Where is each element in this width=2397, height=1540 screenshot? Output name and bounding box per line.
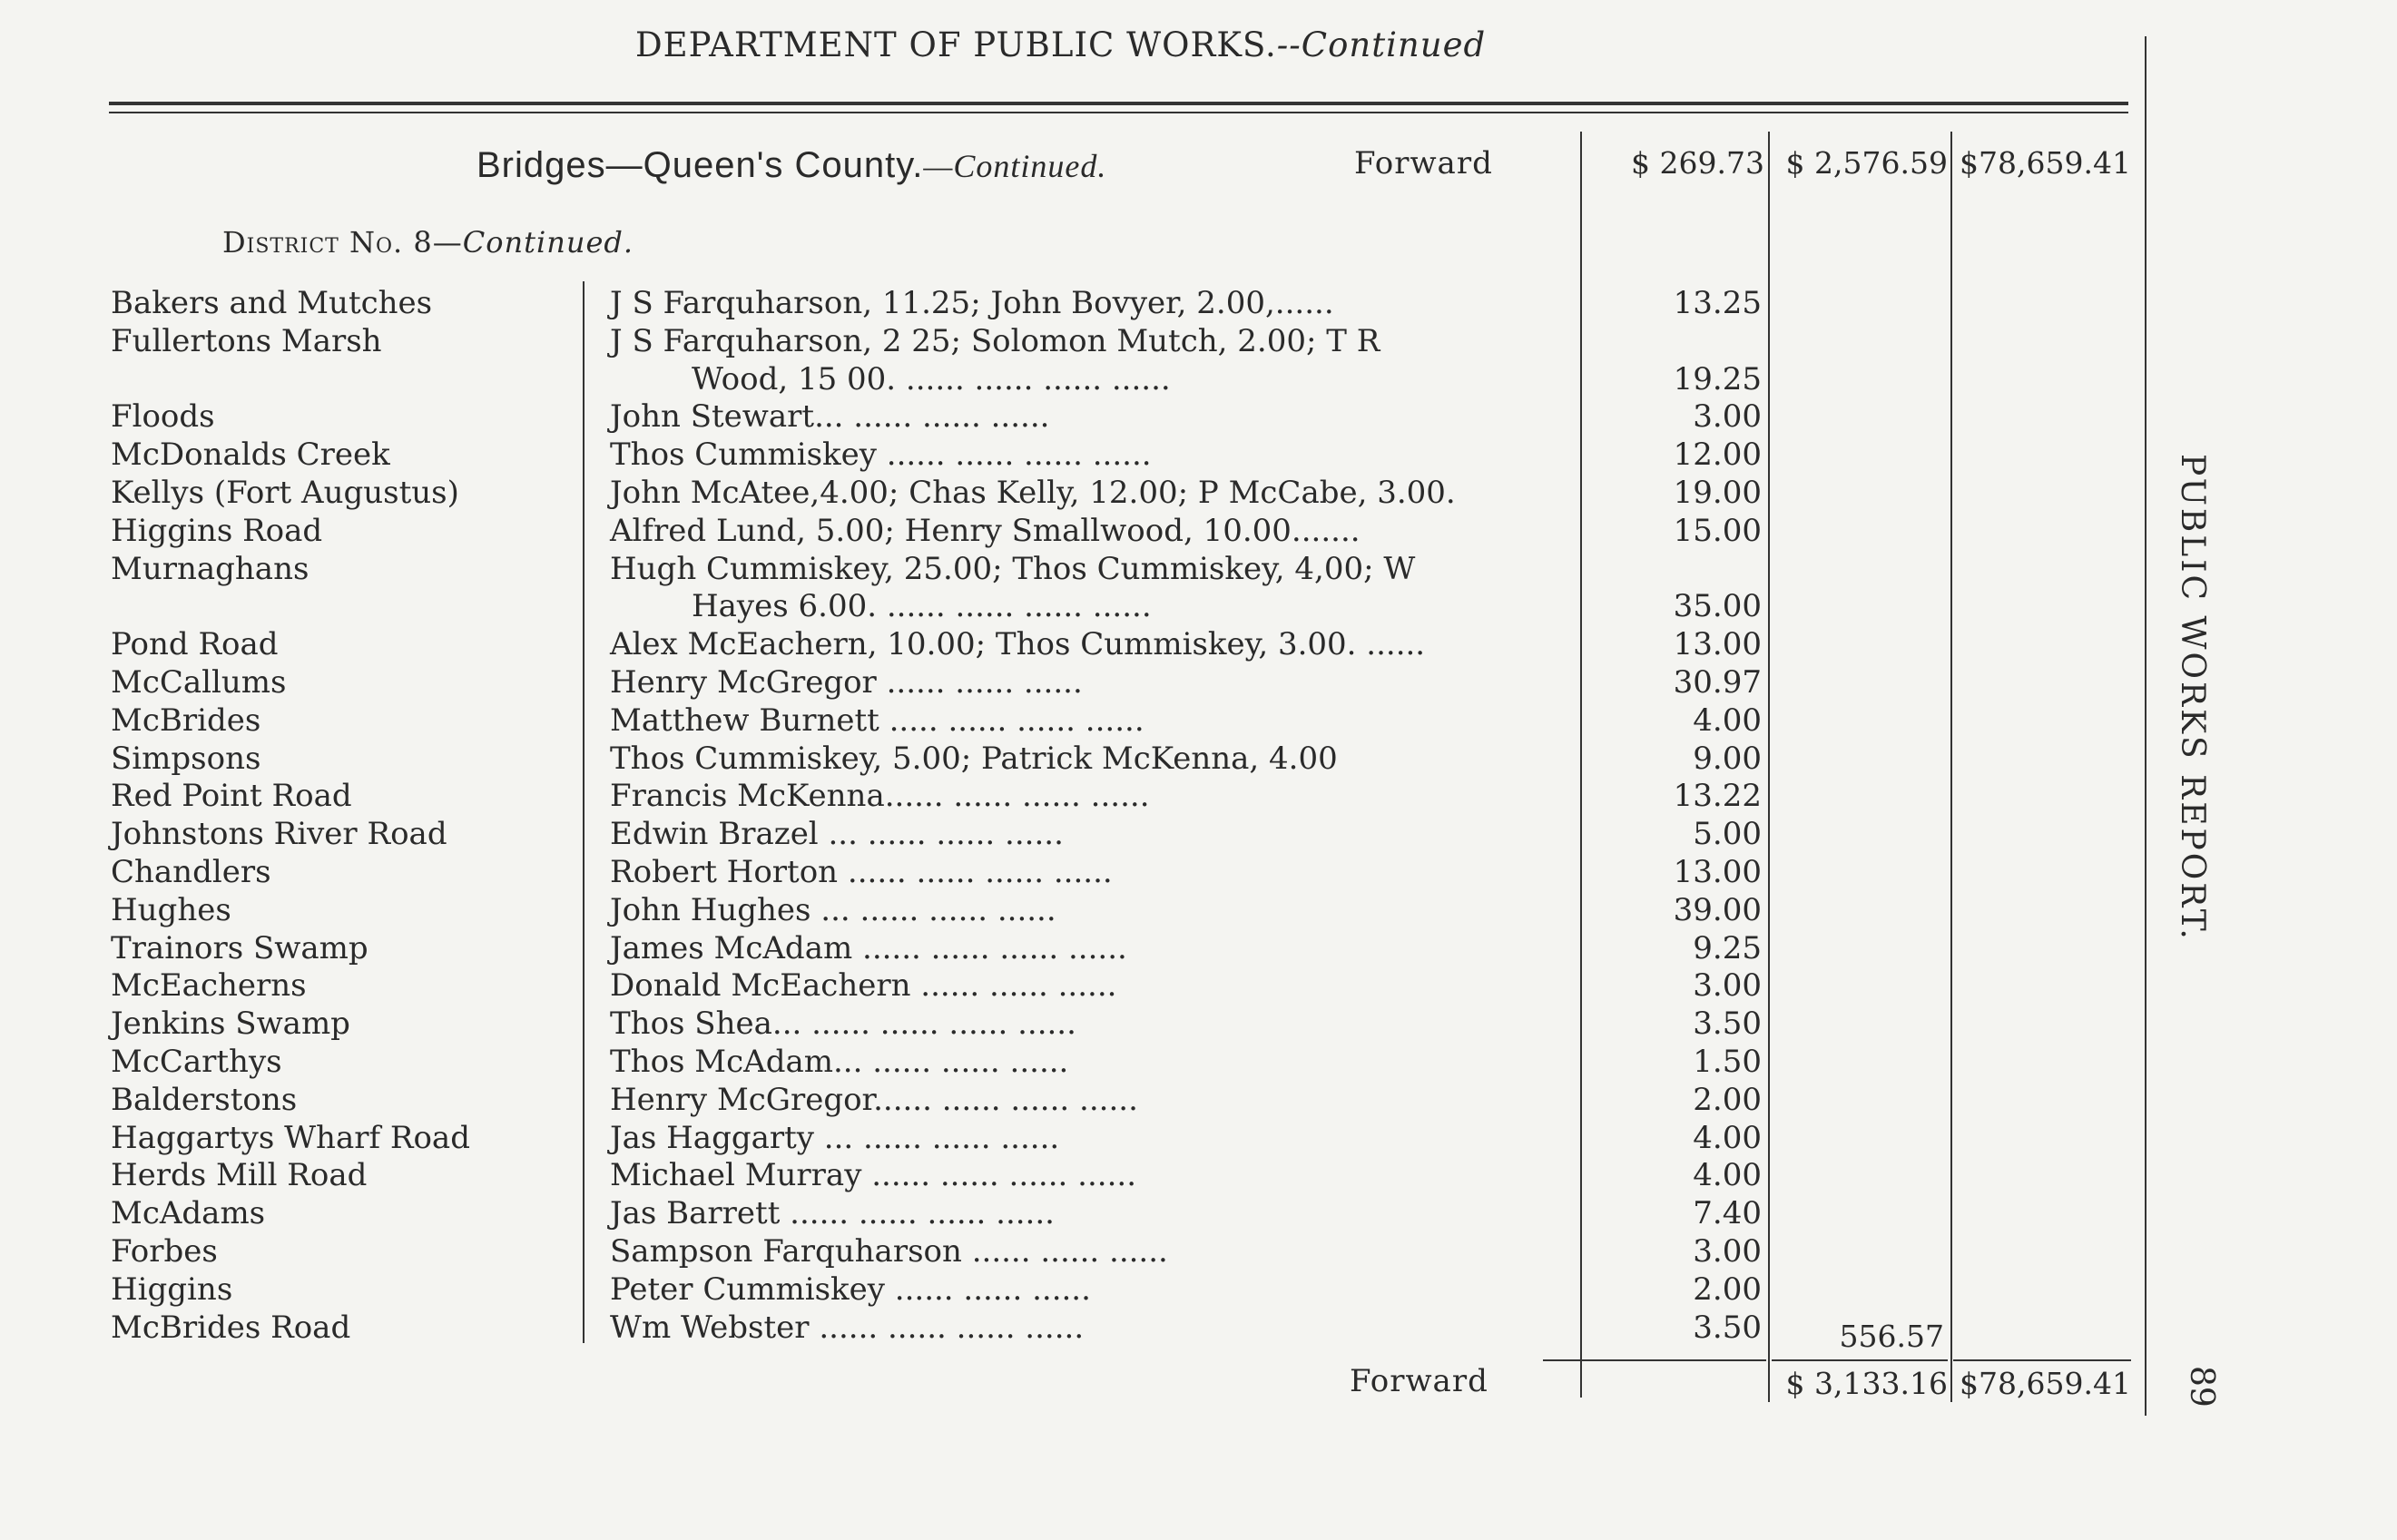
table-row bbox=[0, 322, 2397, 397]
location-cell: Trainors Swamp bbox=[111, 929, 368, 966]
table-row bbox=[0, 436, 2397, 475]
forward-label-bottom: Forward bbox=[1350, 1363, 1488, 1399]
location-cell: Fullertons Marsh bbox=[111, 322, 382, 359]
payee-cell: Francis McKenna...... ...... ...... ...... bbox=[610, 778, 1150, 815]
page-title-suffix: --Continued bbox=[1276, 25, 1487, 64]
table-row bbox=[0, 1120, 2397, 1158]
page-number: 89 bbox=[2183, 1366, 2220, 1408]
location-cell: Pond Road bbox=[111, 626, 279, 663]
table-row bbox=[0, 550, 2397, 625]
forward-amount-col2: $ 2,576.59 bbox=[1785, 145, 1948, 181]
forward-amount-col3: $78,659.41 bbox=[1960, 145, 2131, 181]
table-row bbox=[0, 513, 2397, 551]
total-rule-col1 bbox=[1543, 1359, 1766, 1361]
table-row bbox=[0, 816, 2397, 854]
amount-cell: 2.00 bbox=[1693, 1081, 1762, 1118]
payee-cell: Thos Cummiskey, 5.00; Patrick McKenna, 4.00 bbox=[610, 740, 1338, 777]
location-cell: Johnstons River Road bbox=[111, 816, 447, 853]
payee-cell: John Hughes ... ...... ...... ...... bbox=[610, 891, 1056, 928]
amount-cell: 30.97 bbox=[1673, 664, 1762, 701]
payee-cell: Peter Cummiskey ...... ...... ...... bbox=[610, 1270, 1091, 1308]
location-cell: Forbes bbox=[111, 1233, 218, 1270]
table-row bbox=[0, 778, 2397, 816]
location-cell: Hughes bbox=[111, 891, 231, 928]
location-cell: Simpsons bbox=[111, 740, 261, 777]
amount-cell: 4.00 bbox=[1693, 1119, 1762, 1156]
location-cell: McCallums bbox=[111, 664, 287, 701]
location-cell: Floods bbox=[111, 398, 215, 436]
payee-continuation-cell: Hayes 6.00. ...... ...... ...... ...... bbox=[692, 588, 1152, 625]
table-row bbox=[0, 1271, 2397, 1309]
payee-cell: Thos McAdam... ...... ...... ...... bbox=[610, 1044, 1069, 1080]
amount-cell: 39.00 bbox=[1673, 891, 1762, 928]
payee-cell: Donald McEachern ...... ...... ...... bbox=[610, 967, 1117, 1005]
page-title-text: DEPARTMENT OF PUBLIC WORKS. bbox=[635, 25, 1277, 64]
payee-cell: J S Farquharson, 11.25; John Bovyer, 2.00,...... bbox=[610, 285, 1334, 321]
district-label-text: District No. 8— bbox=[222, 225, 463, 260]
location-cell: Chandlers bbox=[111, 854, 271, 890]
payee-cell: Thos Shea... ...... ...... ...... ...... bbox=[610, 1005, 1076, 1043]
amount-cell: 4.00 bbox=[1693, 1157, 1762, 1194]
amount-cell: 3.50 bbox=[1693, 1309, 1762, 1346]
location-cell: Bakers and Mutches bbox=[111, 285, 433, 321]
payee-cell: Matthew Burnett ..... ...... ...... ...... bbox=[610, 701, 1144, 739]
amount-cell: 13.25 bbox=[1673, 285, 1762, 321]
amount-cell: 35.00 bbox=[1673, 588, 1762, 625]
subtotal-amount: 556.57 bbox=[1839, 1319, 1944, 1354]
total-rule-col3 bbox=[1953, 1359, 2131, 1361]
payee-cell: John McAtee,4.00; Chas Kelly, 12.00; P McCabe, 3.00. bbox=[610, 475, 1456, 511]
section-title-text: Bridges—Queen's County. bbox=[476, 145, 924, 185]
payee-cell: Edwin Brazel ... ...... ...... ...... bbox=[610, 816, 1064, 853]
location-cell: Jenkins Swamp bbox=[111, 1005, 350, 1043]
section-title-suffix: —Continued. bbox=[923, 148, 1107, 184]
payee-cell: Jas Haggarty ... ...... ...... ...... bbox=[610, 1119, 1060, 1156]
amount-cell: 12.00 bbox=[1673, 436, 1762, 474]
location-cell: Kellys (Fort Augustus) bbox=[111, 475, 459, 511]
table-row bbox=[0, 892, 2397, 930]
amount-cell: 19.25 bbox=[1673, 360, 1762, 397]
location-cell: McBrides bbox=[111, 701, 261, 739]
payee-cell: Sampson Farquharson ...... ...... ...... bbox=[610, 1233, 1168, 1270]
payee-cell: Henry McGregor ...... ...... ...... bbox=[610, 664, 1083, 701]
table-row bbox=[0, 664, 2397, 702]
payee-cell: Michael Murray ...... ...... ...... ...... bbox=[610, 1157, 1137, 1194]
table-row bbox=[0, 626, 2397, 664]
location-cell: Murnaghans bbox=[111, 550, 309, 587]
payee-cell: Thos Cummiskey ...... ...... ...... ...... bbox=[610, 436, 1152, 474]
side-running-title: PUBLIC WORKS REPORT. bbox=[2174, 454, 2211, 942]
amount-cell: 5.00 bbox=[1693, 816, 1762, 853]
location-cell: Higgins bbox=[111, 1270, 233, 1308]
forward-amount-col1: $ 269.73 bbox=[1631, 145, 1764, 181]
location-cell: Haggartys Wharf Road bbox=[111, 1119, 470, 1156]
table-row bbox=[0, 285, 2397, 323]
table-row bbox=[0, 475, 2397, 513]
amount-cell: 3.00 bbox=[1693, 1233, 1762, 1270]
amount-cell: 15.00 bbox=[1673, 512, 1762, 549]
total-amount-col2: $ 3,133.16 bbox=[1785, 1366, 1948, 1401]
table-row bbox=[0, 1044, 2397, 1082]
payee-cell: Wm Webster ...... ...... ...... ...... bbox=[610, 1309, 1085, 1346]
amount-cell: 19.00 bbox=[1673, 475, 1762, 511]
amount-cell: 3.00 bbox=[1693, 398, 1762, 436]
location-cell: McEacherns bbox=[111, 967, 307, 1005]
payee-cell: Henry McGregor...... ...... ...... ...... bbox=[610, 1081, 1138, 1118]
amount-cell: 1.50 bbox=[1693, 1044, 1762, 1080]
table-row bbox=[0, 1082, 2397, 1120]
payee-cell: Robert Horton ...... ...... ...... ...... bbox=[610, 854, 1113, 890]
location-cell: McBrides Road bbox=[111, 1309, 351, 1346]
table-row bbox=[0, 1005, 2397, 1044]
amount-cell: 9.25 bbox=[1693, 929, 1762, 966]
amount-cell: 9.00 bbox=[1693, 740, 1762, 777]
payee-cell: James McAdam ...... ...... ...... ...... bbox=[610, 929, 1127, 966]
table-row bbox=[0, 398, 2397, 436]
payee-cell: J S Farquharson, 2 25; Solomon Mutch, 2.00; T R bbox=[610, 322, 1380, 359]
table-row bbox=[0, 930, 2397, 968]
amount-cell: 13.22 bbox=[1673, 778, 1762, 815]
table-row bbox=[0, 702, 2397, 741]
payee-cell: Hugh Cummiskey, 25.00; Thos Cummiskey, 4,00; W bbox=[610, 550, 1416, 587]
payee-cell: John Stewart... ...... ...... ...... bbox=[610, 398, 1050, 436]
amount-cell: 13.00 bbox=[1673, 626, 1762, 663]
total-rule-col2 bbox=[1772, 1359, 1948, 1361]
amount-cell: 3.00 bbox=[1693, 967, 1762, 1005]
location-cell: McDonalds Creek bbox=[111, 436, 390, 474]
location-cell: Herds Mill Road bbox=[111, 1157, 368, 1194]
table-row bbox=[0, 1309, 2397, 1348]
amount-cell: 4.00 bbox=[1693, 701, 1762, 739]
location-cell: McAdams bbox=[111, 1195, 266, 1232]
amount-cell: 7.40 bbox=[1693, 1195, 1762, 1232]
table-row bbox=[0, 967, 2397, 1005]
amount-cell: 3.50 bbox=[1693, 1005, 1762, 1043]
location-cell: Higgins Road bbox=[111, 512, 323, 549]
table-row bbox=[0, 741, 2397, 779]
district-label-suffix: Continued. bbox=[462, 225, 634, 260]
location-cell: Red Point Road bbox=[111, 778, 352, 815]
table-row bbox=[0, 1157, 2397, 1195]
payee-cell: Alex McEachern, 10.00; Thos Cummiskey, 3.00. ...... bbox=[610, 626, 1426, 663]
forward-label-top: Forward bbox=[1354, 145, 1493, 181]
payee-continuation-cell: Wood, 15 00. ...... ...... ...... ...... bbox=[692, 360, 1171, 397]
location-cell: McCarthys bbox=[111, 1044, 282, 1080]
table-row bbox=[0, 1195, 2397, 1233]
amount-cell: 2.00 bbox=[1693, 1270, 1762, 1308]
total-amount-col3: $78,659.41 bbox=[1960, 1366, 2131, 1401]
table-row bbox=[0, 854, 2397, 892]
table-row bbox=[0, 1233, 2397, 1271]
payee-cell: Jas Barrett ...... ...... ...... ...... bbox=[610, 1195, 1055, 1232]
payee-cell: Alfred Lund, 5.00; Henry Smallwood, 10.00....... bbox=[610, 512, 1361, 549]
location-cell: Balderstons bbox=[111, 1081, 298, 1118]
amount-cell: 13.00 bbox=[1673, 854, 1762, 890]
